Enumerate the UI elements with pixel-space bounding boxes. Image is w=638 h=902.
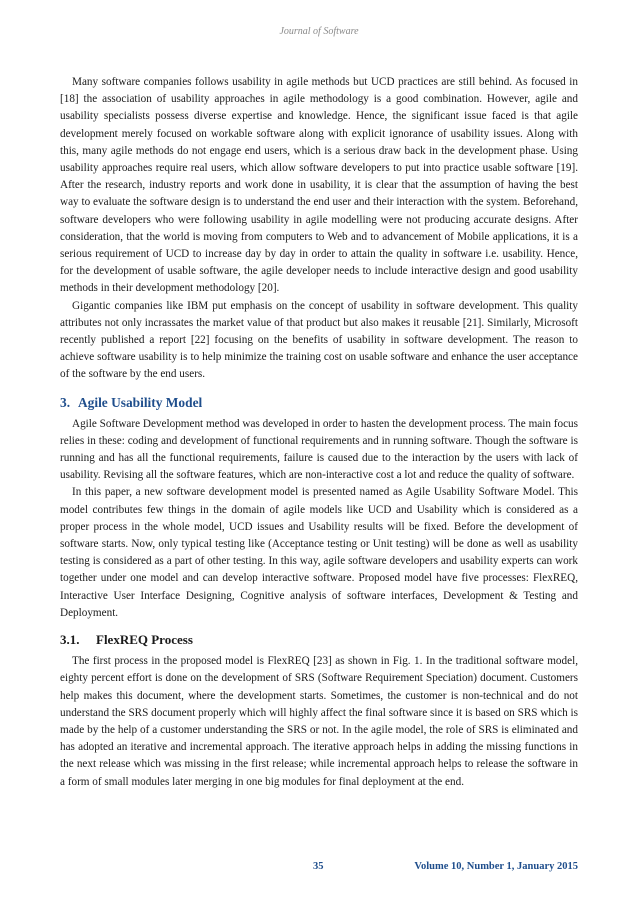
subsection-title: FlexREQ Process bbox=[96, 632, 193, 648]
page-body bbox=[60, 74, 578, 791]
section-3-paragraph-1: Agile Software Development method was developed in order to hasten the development process. The main focus relies in these: coding and development of functional requirements and in running software. Though the software is running and has all the functional requirements, failure is caused due to the interaction by the users with lack of usability. Revising all the software features, which are non-interactive cost a lot and reduce the quality of software. bbox=[60, 417, 578, 482]
section-3-1-paragraph-1: The first process in the proposed model is FlexREQ [23] as shown in Fig. 1. In the traditional software model, eighty percent effort is done on the development of SRS (Software Requirement Speciation) document. Customers help makes this document, where the development starts. Sometimes, the customer is non-technical and do not understand the SRS document properly which will highly affect the final software since it is based on SRS which is made by the help of a customer understanding the SRS or not. In the agile model, the role of SRS is eliminated and has adopted an iterative and incremental approach. The iterative approach helps in adding the missing functions in the next release which was missing in the first release; while incremental approach helps to release the software in a form of small modules later merging in one big modules for final deployment at the end. bbox=[60, 655, 578, 788]
section-3-paragraph-2: In this paper, a new software development model is presented named as Agile Usability Software Model. This model contributes few things in the domain of agile models like UCD and Usability which is considered as a proper process in the whole model, UCD issues and Usability results will be fixed. Before the development of software starts. Now, only typical testing like (Acceptance testing or Unit testing) will be done as well as usability testing is considered as a part of other testing. In this way, agile software developers and usability experts can work together under one model and can develop interactive software. Proposed model have five processes: FlexREQ, Interactive User Interface Designing, Cognitive analysis of software interfaces, Development & Testing and Deployment. bbox=[60, 486, 578, 619]
volume-info: Volume 10, Number 1, January 2015 bbox=[414, 861, 578, 872]
journal-header: Journal of Software bbox=[279, 26, 359, 37]
subsection-number: 3.1. bbox=[60, 632, 80, 648]
intro-paragraph-1: Many software companies follows usability in agile methods but UCD practices are still behind. As focused in [18] the association of usability approaches in agile methodology is a good combination. However, agile and usability specialists possess diverse expertise and knowledge. Hence, the significant issue faced is that agile development merely focused on workable software along with explicit ignorance of usability issues. Along with this, many agile methods do not engage end users, which is a serious draw back in the development phase. Using usability approaches require real users, which allow software developers to put into practice usable software [19]. After the research, industry reports and work done in usability, it is clear that the assumption of having the best way to evaluate the software design is to understand the end user and their interaction with the system. Beforehand, software developers who were following usability in agile modelling were not producing accurate designs. After consideration, that the world is moving from computers to Web and to advancement of Mobile applications, it is a serious requirement of UCD to increase day by day in order to attain the quality in software i.e. usability. Hence, for the development of usable software, the agile developer needs to include interactive design and good usability methods in their development methodology [20]. bbox=[60, 76, 578, 295]
section-3-1-heading bbox=[60, 632, 578, 648]
section-title: Agile Usability Model bbox=[78, 394, 203, 410]
section-number: 3. bbox=[60, 394, 71, 410]
section-3-heading bbox=[60, 395, 578, 411]
intro-paragraph-2: Gigantic companies like IBM put emphasis on the concept of usability in software development. This quality attributes not only incrassates the market value of that product but also makes it reusable [21]. Similarly, Microsoft recently published a report [22] focusing on the benefits of usability in software development. The reason to achieve software usability is to help minimize the training cost on usable software and enhance the user acceptance of the software by the end users. bbox=[60, 299, 578, 381]
page-number: 35 bbox=[313, 861, 324, 872]
